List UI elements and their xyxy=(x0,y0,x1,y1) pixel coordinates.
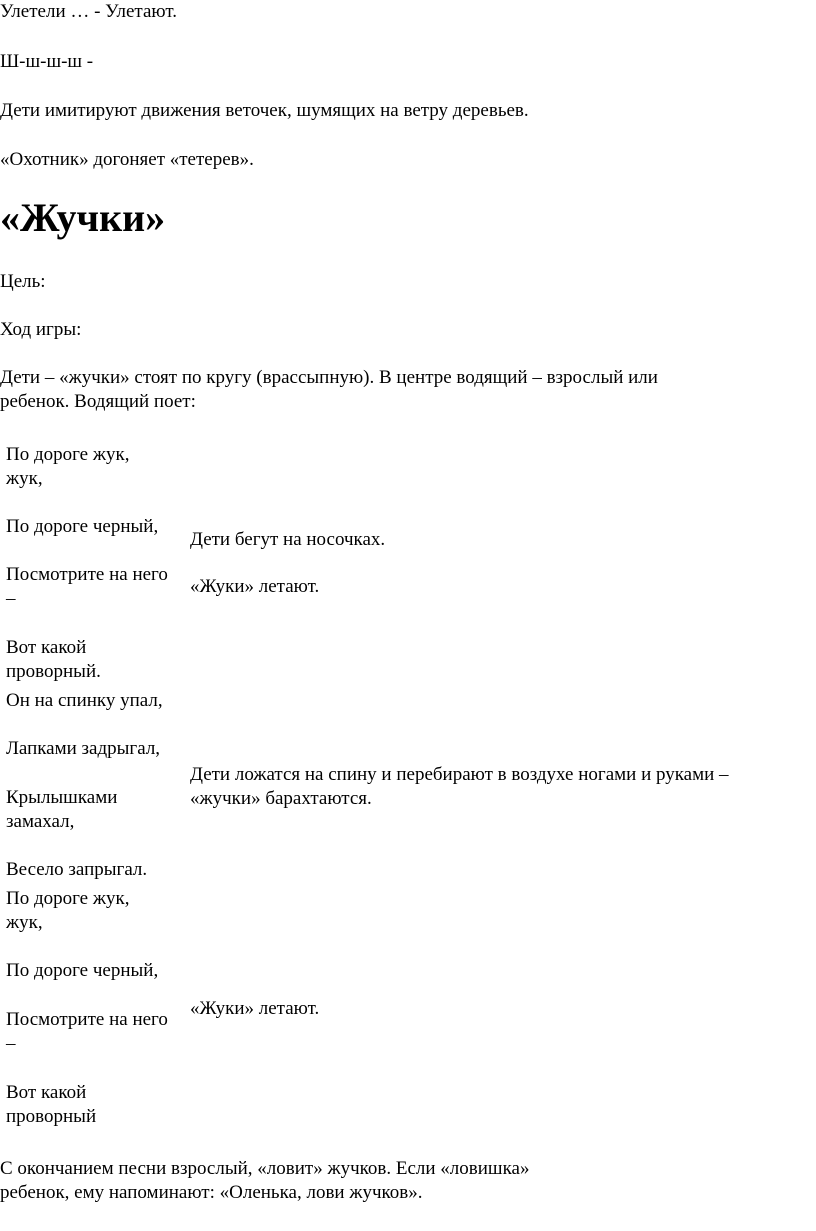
ending-line-1: С окончанием песни взрослый, «ловит» жучков. Если «ловишка» xyxy=(0,1158,530,1179)
song-line: жук, xyxy=(6,912,43,933)
intro-line-3: Дети имитируют движения веточек, шумящих на ветру деревьев. xyxy=(0,100,529,121)
song-line: проворный xyxy=(6,1106,97,1127)
song-line: жук, xyxy=(6,468,43,489)
song-line: Он на спинку упал, xyxy=(6,690,163,711)
action-line: «жучки» барахтаются. xyxy=(190,788,372,809)
song-line: замахал, xyxy=(6,811,75,832)
song-line: – xyxy=(6,1033,16,1054)
song-line: По дороге черный, xyxy=(6,516,159,537)
course-label: Ход игры: xyxy=(0,319,82,340)
song-line: По дороге жук, xyxy=(6,888,130,909)
action-line: «Жуки» летают. xyxy=(190,576,320,597)
game-title: «Жучки» xyxy=(0,195,166,240)
intro-line-1: Улетели … - Улетают. xyxy=(0,1,177,22)
song-line: Посмотрите на него xyxy=(6,1009,168,1030)
action-line: Дети бегут на носочках. xyxy=(190,529,386,550)
song-line: Крылышками xyxy=(6,787,118,808)
song-line: Посмотрите на него xyxy=(6,564,168,585)
song-line: – xyxy=(6,588,16,609)
song-line: Вот какой xyxy=(6,1082,87,1103)
action-line: «Жуки» летают. xyxy=(190,998,320,1019)
description-line-2: ребенок. Водящий поет: xyxy=(0,391,196,412)
action-line: Дети ложатся на спину и перебирают в воздухе ногами и руками – xyxy=(190,764,729,785)
song-line: Вот какой xyxy=(6,637,87,658)
song-line: проворный. xyxy=(6,661,101,682)
description-line-1: Дети – «жучки» стоят по кругу (врассыпную). В центре водящий – взрослый или xyxy=(0,367,658,388)
song-line: Лапками задрыгал, xyxy=(6,738,161,759)
intro-line-2: Ш-ш-ш-ш - xyxy=(0,51,94,72)
song-line: По дороге черный, xyxy=(6,960,159,981)
intro-line-4: «Охотник» догоняет «тетерев». xyxy=(0,149,254,170)
song-line: По дороге жук, xyxy=(6,444,130,465)
goal-label: Цель: xyxy=(0,271,46,292)
song-line: Весело запрыгал. xyxy=(6,859,148,880)
ending-line-2: ребенок, ему напоминают: «Оленька, лови жучков». xyxy=(0,1182,423,1203)
